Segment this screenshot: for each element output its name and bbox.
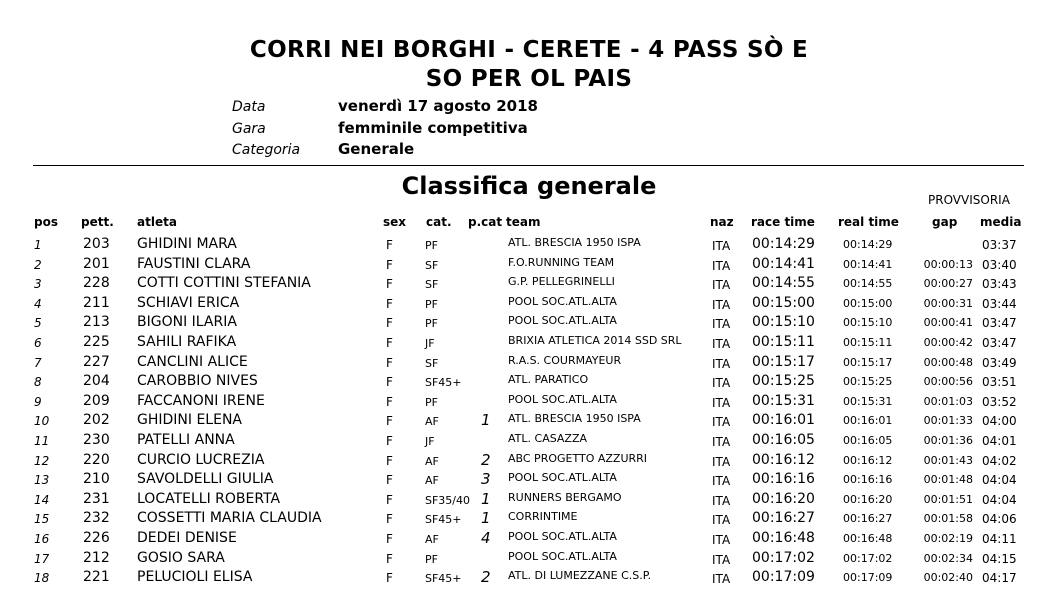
row-sex: F: [386, 238, 393, 252]
row-pett: 227: [83, 353, 110, 370]
row-naz: ITA: [712, 278, 731, 293]
row-team: RUNNERS BERGAMO: [508, 490, 622, 504]
table-row: [0, 314, 1058, 334]
row-media: 03:47: [982, 316, 1017, 331]
row-real-time: 00:14:29: [843, 238, 893, 251]
row-pcat: 4: [481, 529, 491, 547]
row-pos: 15: [34, 512, 50, 527]
row-cat: SF: [425, 356, 439, 370]
row-pos: 17: [34, 551, 50, 566]
row-real-time: 00:16:12: [843, 453, 893, 467]
row-gap: 00:01:51: [923, 492, 973, 506]
table-row: [0, 256, 1058, 276]
row-media: 03:37: [982, 238, 1017, 252]
row-team: ATL. PARATICO: [508, 373, 589, 387]
row-real-time: 00:17:02: [843, 551, 893, 565]
row-race-time: 00:16:01: [752, 412, 815, 429]
row-gap: 00:01:58: [923, 512, 973, 526]
row-race-time: 00:15:10: [752, 314, 815, 331]
row-cat: AF: [425, 415, 439, 429]
row-real-time: 00:15:17: [843, 355, 893, 369]
row-team: ATL. CASAZZA: [508, 432, 588, 445]
row-media: 03:43: [982, 277, 1017, 292]
row-naz: ITA: [712, 435, 731, 449]
row-naz: ITA: [712, 356, 731, 371]
row-pcat: 1: [481, 411, 491, 430]
row-gap: 00:01:03: [923, 394, 973, 408]
row-atleta: GOSIO SARA: [137, 549, 225, 566]
row-gap: 00:01:48: [923, 473, 973, 487]
row-race-time: 00:17:09: [752, 569, 815, 586]
title-line-2: SO PER OL PAIS: [425, 66, 633, 92]
row-team: CORRINTIME: [508, 510, 578, 524]
row-naz: ITA: [712, 552, 731, 567]
section-title: Classifica generale: [401, 172, 657, 200]
row-cat: SF45+: [425, 376, 462, 390]
row-pett: 211: [83, 294, 110, 311]
row-pos: 18: [34, 571, 50, 586]
row-atleta: PELUCIOLI ELISA: [137, 569, 253, 586]
row-atleta: SAHILI RAFIKA: [137, 334, 237, 350]
row-sex: F: [386, 453, 393, 468]
row-pett: 210: [83, 471, 110, 488]
row-atleta: COTTI COTTINI STEFANIA: [137, 275, 311, 292]
row-atleta: COSSETTI MARIA CLAUDIA: [137, 510, 322, 527]
row-team: POOL SOC.ATL.ALTA: [508, 294, 617, 308]
row-media: 03:47: [982, 336, 1017, 350]
row-media: 03:51: [982, 375, 1017, 390]
row-real-time: 00:16:20: [843, 492, 893, 506]
row-team: ATL. DI LUMEZZANE C.S.P.: [508, 569, 652, 583]
row-sex: F: [386, 394, 393, 409]
gara-label: Gara: [232, 121, 266, 137]
table-row: [0, 275, 1058, 295]
row-atleta: SAVOLDELLI GIULIA: [137, 471, 274, 488]
row-atleta: PATELLI ANNA: [137, 432, 235, 448]
row-race-time: 00:15:31: [752, 392, 815, 409]
col-header-race-time: race time: [751, 215, 815, 229]
row-pett: 212: [83, 549, 110, 566]
row-atleta: GHIDINI ELENA: [137, 412, 243, 429]
row-team: R.A.S. COURMAYEUR: [508, 353, 622, 367]
categoria-label: Categoria: [232, 142, 301, 158]
row-gap: 00:00:56: [923, 375, 973, 389]
row-real-time: 00:16:05: [843, 434, 893, 447]
table-row: [0, 510, 1058, 530]
row-pett: 213: [83, 314, 110, 331]
row-pos: 14: [34, 492, 50, 507]
table-row: [0, 569, 1058, 589]
table-row: [0, 373, 1058, 393]
categoria-value: Generale: [338, 140, 415, 158]
row-media: 03:52: [982, 394, 1017, 409]
row-team: BRIXIA ATLETICA 2014 SSD SRL: [508, 334, 682, 347]
row-naz: ITA: [712, 376, 731, 391]
row-atleta: SCHIAVI ERICA: [137, 294, 240, 311]
row-cat: SF: [425, 278, 439, 292]
row-pos: 12: [34, 453, 50, 468]
table-row: [0, 452, 1058, 472]
row-cat: AF: [425, 454, 439, 468]
row-naz: ITA: [712, 297, 731, 312]
row-pett: 228: [83, 275, 110, 292]
row-cat: JF: [425, 337, 435, 350]
row-sex: F: [386, 414, 393, 429]
row-cat: PF: [425, 552, 438, 566]
row-cat: JF: [425, 435, 435, 448]
row-race-time: 00:16:05: [752, 432, 815, 448]
col-header-sex: sex: [383, 215, 407, 229]
row-gap: 00:02:34: [923, 551, 973, 565]
row-gap: 00:00:13: [923, 257, 973, 271]
row-real-time: 00:15:31: [843, 394, 893, 408]
row-race-time: 00:16:48: [752, 530, 815, 546]
row-pcat: 2: [481, 450, 491, 469]
row-team: POOL SOC.ATL.ALTA: [508, 471, 617, 485]
row-naz: ITA: [712, 415, 731, 430]
row-pett: 221: [83, 569, 110, 586]
row-pett: 209: [83, 392, 110, 409]
row-race-time: 00:15:25: [752, 373, 815, 390]
row-cat: AF: [425, 474, 439, 488]
table-row: [0, 412, 1058, 432]
row-media: 04:02: [982, 453, 1017, 468]
row-cat: SF35/40: [425, 493, 471, 507]
row-naz: ITA: [712, 533, 731, 547]
row-gap: 00:00:48: [923, 355, 973, 369]
table-row: [0, 236, 1058, 256]
row-pett: 203: [83, 236, 110, 252]
row-pett: 201: [83, 255, 110, 272]
row-media: 03:40: [982, 257, 1017, 272]
row-pos: 10: [34, 414, 50, 429]
row-pos: 5: [34, 316, 42, 331]
gara-value: femminile competitiva: [338, 119, 528, 137]
row-gap: 00:01:33: [923, 414, 973, 428]
row-pcat: 1: [481, 489, 491, 508]
row-team: ATL. BRESCIA 1950 ISPA: [508, 412, 641, 426]
row-sex: F: [386, 551, 393, 566]
row-pos: 11: [34, 434, 50, 448]
row-race-time: 00:16:20: [752, 490, 815, 507]
row-media: 04:01: [982, 434, 1017, 448]
row-pett: 225: [83, 334, 110, 350]
row-pos: 6: [34, 336, 42, 350]
row-pcat: 1: [481, 509, 491, 528]
row-sex: F: [386, 473, 393, 488]
table-row: [0, 432, 1058, 452]
col-header-naz: naz: [710, 215, 734, 229]
table-row: [0, 295, 1058, 315]
row-pett: 231: [83, 490, 110, 507]
row-cat: SF: [425, 258, 439, 272]
row-cat: AF: [425, 533, 439, 546]
row-sex: F: [386, 355, 393, 370]
row-pos: 7: [34, 355, 42, 370]
row-atleta: GHIDINI MARA: [137, 236, 237, 252]
row-cat: PF: [425, 239, 438, 252]
row-cat: PF: [425, 317, 438, 331]
row-team: ATL. BRESCIA 1950 ISPA: [508, 236, 641, 249]
row-pos: 8: [34, 375, 42, 390]
row-sex: F: [386, 512, 393, 527]
row-gap: 00:01:43: [923, 453, 973, 467]
row-media: 04:11: [982, 532, 1017, 546]
row-atleta: BIGONI ILARIA: [137, 314, 237, 331]
row-naz: ITA: [712, 317, 731, 332]
row-team: F.O.RUNNING TEAM: [508, 255, 615, 269]
row-real-time: 00:15:10: [843, 316, 893, 330]
table-row: [0, 471, 1058, 491]
row-gap: 00:00:41: [923, 316, 973, 330]
header-divider: [33, 165, 1024, 166]
row-media: 03:44: [982, 296, 1017, 311]
row-pos: 3: [34, 277, 42, 292]
row-naz: ITA: [712, 454, 731, 469]
col-header-pos: pos: [34, 215, 58, 229]
col-header-pcat: p.cat: [468, 215, 503, 229]
title-line-1: CORRI NEI BORGHI - CERETE - 4 PASS SÒ E: [249, 37, 809, 63]
row-pos: 1: [34, 238, 42, 252]
row-race-time: 00:16:27: [752, 510, 815, 527]
row-media: 04:04: [982, 473, 1017, 488]
row-atleta: CAROBBIO NIVES: [137, 373, 258, 390]
row-team: POOL SOC.ATL.ALTA: [508, 530, 617, 543]
row-sex: F: [386, 277, 393, 292]
col-header-pett: pett.: [81, 215, 114, 229]
row-race-time: 00:16:16: [752, 471, 815, 488]
row-real-time: 00:16:27: [843, 512, 893, 526]
row-cat: SF45+: [425, 513, 462, 527]
row-real-time: 00:15:00: [843, 296, 893, 310]
row-pos: 13: [34, 473, 50, 488]
row-team: POOL SOC.ATL.ALTA: [508, 314, 617, 328]
row-gap: 00:01:36: [923, 434, 973, 447]
row-race-time: 00:15:11: [752, 334, 815, 350]
row-race-time: 00:16:12: [752, 451, 815, 468]
row-atleta: CURCIO LUCREZIA: [137, 451, 265, 468]
row-naz: ITA: [712, 474, 731, 489]
col-header-real-time: real time: [838, 215, 899, 229]
row-media: 04:06: [982, 512, 1017, 527]
row-pett: 226: [83, 530, 110, 546]
row-race-time: 00:15:00: [752, 294, 815, 311]
row-pos: 9: [34, 394, 42, 409]
row-cat: PF: [425, 395, 438, 409]
col-header-cat: cat.: [426, 215, 452, 229]
row-cat: SF45+: [425, 572, 462, 586]
row-pos: 2: [34, 257, 42, 272]
row-gap: 00:00:42: [923, 336, 973, 349]
row-naz: ITA: [712, 258, 731, 273]
row-race-time: 00:14:41: [752, 255, 815, 272]
table-row: [0, 491, 1058, 511]
row-atleta: DEDEI DENISE: [137, 530, 237, 546]
row-media: 03:49: [982, 355, 1017, 370]
row-sex: F: [386, 257, 393, 272]
row-sex: F: [386, 434, 393, 448]
row-pos: 4: [34, 296, 42, 311]
row-real-time: 00:16:01: [843, 414, 893, 428]
row-pcat: 3: [481, 470, 491, 489]
row-pett: 230: [83, 432, 110, 448]
row-team: ABC PROGETTO AZZURRI: [508, 451, 648, 465]
row-atleta: FAUSTINI CLARA: [137, 255, 251, 272]
row-team: POOL SOC.ATL.ALTA: [508, 392, 617, 406]
row-media: 04:00: [982, 414, 1017, 429]
data-value: venerdì 17 agosto 2018: [338, 97, 538, 115]
row-atleta: FACCANONI IRENE: [137, 392, 265, 409]
row-naz: ITA: [712, 337, 731, 351]
table-row: [0, 550, 1058, 570]
row-real-time: 00:16:48: [843, 532, 893, 545]
row-gap: 00:02:19: [923, 532, 973, 545]
row-pett: 220: [83, 451, 110, 468]
row-pett: 202: [83, 412, 110, 429]
row-race-time: 00:14:29: [752, 236, 815, 252]
col-header-team: team: [506, 215, 541, 229]
row-naz: ITA: [712, 572, 731, 587]
data-label: Data: [232, 99, 266, 115]
row-sex: F: [386, 571, 393, 586]
col-header-atleta: atleta: [137, 215, 177, 229]
row-sex: F: [386, 492, 393, 507]
row-real-time: 00:14:41: [843, 257, 893, 271]
row-real-time: 00:16:16: [843, 473, 893, 487]
status-label: PROVVISORIA: [928, 193, 1010, 207]
col-header-gap: gap: [932, 215, 958, 229]
row-real-time: 00:15:25: [843, 375, 893, 389]
row-naz: ITA: [712, 513, 731, 528]
row-pett: 204: [83, 373, 110, 390]
row-gap: 00:00:31: [923, 296, 973, 310]
row-sex: F: [386, 532, 393, 546]
row-real-time: 00:14:55: [843, 277, 893, 291]
row-pos: 16: [34, 532, 50, 546]
row-team: POOL SOC.ATL.ALTA: [508, 549, 617, 563]
row-gap: 00:02:40: [923, 571, 973, 585]
table-row: [0, 354, 1058, 374]
row-real-time: 00:15:11: [843, 336, 893, 349]
table-row: [0, 334, 1058, 354]
row-media: 04:17: [982, 571, 1017, 586]
col-header-media: media: [980, 215, 1022, 229]
row-real-time: 00:17:09: [843, 571, 893, 585]
table-row: [0, 393, 1058, 413]
row-team: G.P. PELLEGRINELLI: [508, 275, 615, 289]
row-race-time: 00:17:02: [752, 549, 815, 566]
row-pett: 232: [83, 510, 110, 527]
row-atleta: LOCATELLI ROBERTA: [137, 490, 281, 507]
document-title: [0, 36, 1058, 94]
row-media: 04:04: [982, 492, 1017, 507]
row-sex: F: [386, 296, 393, 311]
row-gap: 00:00:27: [923, 277, 973, 291]
row-sex: F: [386, 336, 393, 350]
row-sex: F: [386, 316, 393, 331]
row-pcat: 2: [481, 568, 491, 587]
row-naz: ITA: [712, 493, 731, 508]
row-naz: ITA: [712, 395, 731, 410]
row-sex: F: [386, 375, 393, 390]
row-atleta: CANCLINI ALICE: [137, 353, 248, 370]
row-race-time: 00:14:55: [752, 275, 815, 292]
row-naz: ITA: [712, 239, 731, 253]
row-race-time: 00:15:17: [752, 353, 815, 370]
row-media: 04:15: [982, 551, 1017, 566]
table-row: [0, 530, 1058, 550]
row-cat: PF: [425, 297, 438, 311]
